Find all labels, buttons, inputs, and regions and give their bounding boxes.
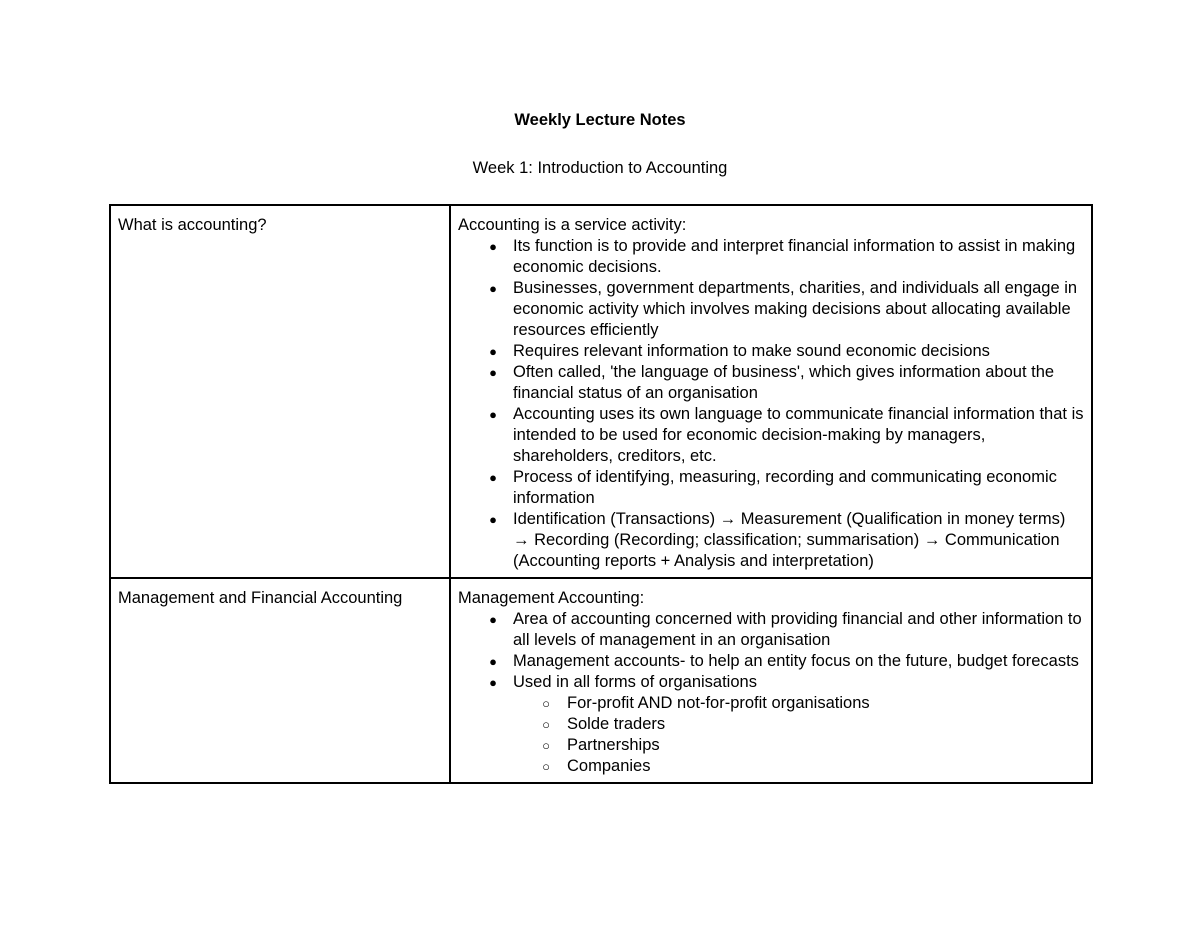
bullet-text: Businesses, government departments, charities, and individuals all engage in economic activity which involves making decisions about allocating available resources efficiently bbox=[513, 279, 1078, 339]
notes-table bbox=[109, 204, 1093, 784]
sub-bullet-text: Partnerships bbox=[567, 736, 660, 754]
document-subtitle: Week 1: Introduction to Accounting bbox=[472, 159, 728, 177]
table-row bbox=[110, 205, 1092, 578]
bullet-icon: ● bbox=[489, 281, 497, 296]
bullet-icon: ● bbox=[489, 612, 497, 627]
sub-bullet-list bbox=[513, 693, 1084, 777]
bullet-icon: ● bbox=[489, 365, 497, 380]
bullet-item bbox=[489, 672, 1084, 777]
notes-cell bbox=[450, 205, 1092, 578]
bullet-text: Often called, 'the language of business', which gives information about the financial status of an organisation bbox=[513, 363, 1055, 402]
bullet-list bbox=[458, 236, 1084, 572]
sub-bullet-text: Solde traders bbox=[567, 715, 666, 733]
bullet-text: Identification (Transactions) → Measurement (Qualification in money terms) → Recording (Recording; classification; summarisation) → Communication (Accounting reports + Analysis and interpretation) bbox=[513, 510, 1066, 570]
bullet-icon: ● bbox=[489, 239, 497, 254]
notes-lead: Accounting is a service activity: bbox=[458, 216, 687, 234]
sub-bullet-text: For-profit AND not-for-profit organisations bbox=[567, 694, 870, 712]
bullet-item bbox=[489, 509, 1084, 572]
sub-bullet-item bbox=[542, 693, 1084, 714]
bullet-item bbox=[489, 341, 1084, 362]
hollow-bullet-icon: ○ bbox=[542, 717, 550, 732]
notes-table-body bbox=[110, 205, 1092, 783]
bullet-text: Used in all forms of organisations bbox=[513, 673, 757, 691]
bullet-item bbox=[489, 651, 1084, 672]
document-title: Weekly Lecture Notes bbox=[514, 111, 686, 129]
topic-label: Management and Financial Accounting bbox=[118, 589, 403, 607]
bullet-text: Process of identifying, measuring, recording and communicating economic information bbox=[513, 468, 1057, 507]
bullet-icon: ● bbox=[489, 470, 497, 485]
hollow-bullet-icon: ○ bbox=[542, 738, 550, 753]
bullet-item bbox=[489, 467, 1084, 509]
bullet-item bbox=[489, 362, 1084, 404]
bullet-item bbox=[489, 404, 1084, 467]
bullet-item bbox=[489, 278, 1084, 341]
bullet-icon: ● bbox=[489, 675, 497, 690]
sub-bullet-item bbox=[542, 735, 1084, 756]
bullet-icon: ● bbox=[489, 344, 497, 359]
sub-bullet-item bbox=[542, 714, 1084, 735]
bullet-item bbox=[489, 609, 1084, 651]
bullet-item bbox=[489, 236, 1084, 278]
table-row bbox=[110, 578, 1092, 783]
bullet-list bbox=[458, 609, 1084, 777]
bullet-text: Its function is to provide and interpret financial information to assist in making economic decisions. bbox=[513, 237, 1076, 276]
bullet-icon: ● bbox=[489, 407, 497, 422]
topic-cell bbox=[110, 205, 450, 578]
notes-lead: Management Accounting: bbox=[458, 589, 645, 607]
hollow-bullet-icon: ○ bbox=[542, 696, 550, 711]
bullet-text: Management accounts- to help an entity focus on the future, budget forecasts bbox=[513, 652, 1079, 670]
bullet-icon: ● bbox=[489, 654, 497, 669]
bullet-icon: ● bbox=[489, 512, 497, 527]
bullet-text: Accounting uses its own language to communicate financial information that is intended to be used for economic decision-making by managers, shareholders, creditors, etc. bbox=[513, 405, 1084, 465]
notes-cell bbox=[450, 578, 1092, 783]
sub-bullet-item bbox=[542, 756, 1084, 777]
hollow-bullet-icon: ○ bbox=[542, 759, 550, 774]
bullet-text: Area of accounting concerned with providing financial and other information to all levels of management in an organisation bbox=[513, 610, 1082, 649]
sub-bullet-text: Companies bbox=[567, 757, 651, 775]
bullet-text: Requires relevant information to make sound economic decisions bbox=[513, 342, 990, 360]
topic-cell bbox=[110, 578, 450, 783]
topic-label: What is accounting? bbox=[118, 216, 267, 234]
